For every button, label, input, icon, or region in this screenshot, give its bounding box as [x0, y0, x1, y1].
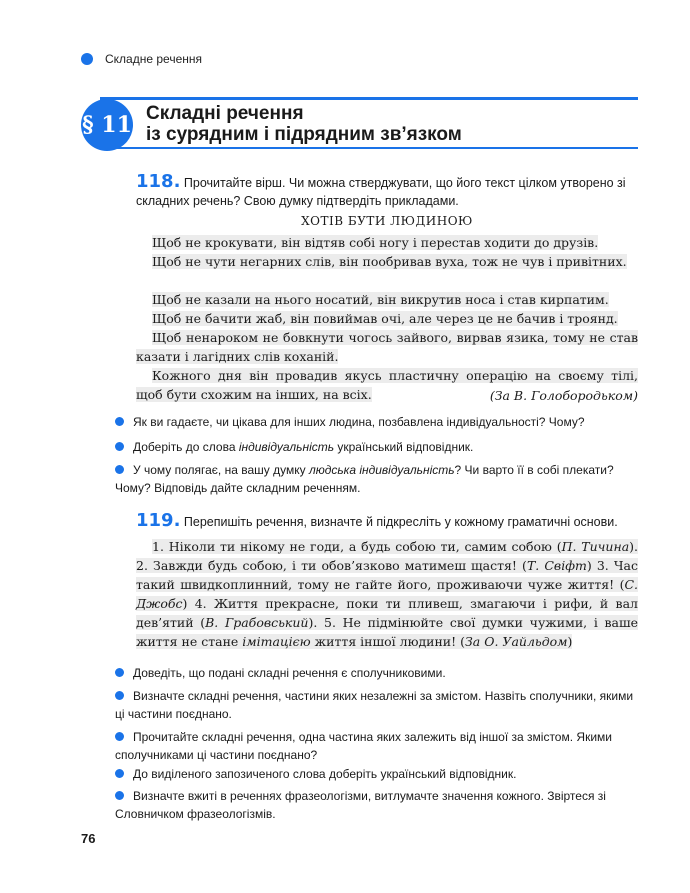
question-text: Як ви гадаєте, чи цікава для інших людина, позбавлена індивідуальності? Чому?	[133, 415, 585, 429]
poem-line-text: Щоб ненароком не бовкнути чогось зайвого, вирвав язика, тому не став казати і лагідних слів коханій.	[136, 330, 638, 364]
question-item	[115, 687, 638, 723]
task-119-instruction	[136, 512, 638, 531]
sentence-author: За О. Уайльдом	[465, 634, 568, 649]
poem-line	[136, 252, 638, 271]
question-text: український відповідник.	[334, 440, 474, 454]
section-rule-bottom	[100, 147, 638, 149]
bullet-dot-icon	[115, 732, 124, 741]
sentence-author: Т. Свіфт	[526, 558, 587, 573]
poem-line	[136, 233, 638, 252]
bullet-dot-icon	[115, 668, 124, 677]
poem-line-text: Кожного дня він провадив якусь пластичну операцію на своєму тілі, щоб бути схожим на інших, на всіх.	[136, 368, 638, 402]
sentences-text	[136, 539, 638, 649]
sentence-part: 1. Ніколи ти нікому не годи, а будь собою ти, самим собою (	[152, 539, 562, 554]
sentence-part: ). 2. Завжди будь собою, і ти обов’язково матимеш щастя! (	[136, 539, 639, 573]
borrowed-word: імітацією	[242, 634, 311, 649]
task-119-text: Перепишіть речення, визначте й підкресліть у кожному граматичні основи.	[183, 515, 618, 529]
question-item	[115, 413, 638, 431]
question-text: Визначте вжиті в реченнях фразеологізми, витлумачте значення кожного. Звіртеся зі Словничком фразеологізмів.	[115, 789, 606, 821]
question-item	[115, 664, 638, 682]
bullet-dot-icon	[115, 465, 124, 474]
sentence-part: )	[567, 634, 573, 649]
question-text: До виділеного запозиченого слова доберіть український відповідник.	[133, 767, 517, 781]
question-text: ? Чи варто її в собі плекати? Чому? Відповідь дайте складним реченням.	[115, 463, 614, 495]
running-header-text: Складне речення	[105, 52, 202, 66]
question-item	[115, 728, 638, 764]
poem-line-text: Щоб не чути негарних слів, він пообривав вуха, тож не чув і привітних.	[152, 254, 627, 269]
question-item	[115, 438, 638, 456]
question-text: У чому полягає, на вашу думку	[133, 463, 309, 477]
bullet-dot-icon	[115, 417, 124, 426]
question-text: Визначте складні речення, частини яких незалежні за змістом. Назвіть сполучники, якими ці частини поєднано.	[115, 689, 634, 721]
question-item	[115, 461, 638, 497]
poem-line-text: Щоб не бачити жаб, він повиймав очі, але через це не бачив і троянд.	[152, 311, 618, 326]
poem-line-text: Щоб не казали на нього носатий, він викрутив носа і став кирпатим.	[152, 292, 609, 307]
page-number: 76	[81, 831, 96, 846]
poem-line	[136, 290, 638, 309]
task-118-instruction	[136, 173, 638, 210]
section-number-badge: § 11	[81, 99, 133, 151]
sentence-part: ) 3. Час такий швидкоплинний, тому не гайте його, проживаючи чуже життя! (	[136, 558, 638, 592]
task-119-number: 119.	[136, 510, 181, 531]
task-119-sentences	[136, 537, 638, 651]
sentence-part: ). 5. Не підмінюйте свої думки чужими, і ваше життя не стане	[136, 615, 639, 649]
poem-author: (За В. Голобородьком)	[489, 388, 638, 403]
question-text: Доведіть, що подані складні речення є сполучниковими.	[133, 666, 446, 680]
bullet-dot-icon	[115, 442, 124, 451]
bullet-dot-icon	[115, 791, 124, 800]
section-title-line1: Складні речення	[146, 103, 304, 124]
poem-line	[136, 309, 638, 328]
bullet-dot-icon	[115, 769, 124, 778]
task-118-text: Прочитайте вірш. Чи можна стверджувати, що його текст цілком утворено зі складних речень? Свою думку підтвердіть прикладами.	[136, 176, 626, 208]
question-emphasis: індивідуальність	[238, 440, 335, 454]
question-emphasis: людська індивідуальність	[308, 463, 455, 477]
sentence-part: ) 4. Життя прекрасне, поки ти пливеш, змагаючи і рифи, й вал дев’ятий (	[136, 596, 638, 630]
sentence-author: В. Грабовський	[205, 615, 309, 630]
section-title-line2: із сурядним і підрядним зв’язком	[146, 124, 462, 145]
task-118-number: 118.	[136, 171, 181, 192]
poem-line	[136, 328, 638, 366]
sentence-author: С. Джобс	[136, 577, 638, 611]
bullet-dot-icon	[115, 691, 124, 700]
bullet-dot-icon	[81, 53, 93, 65]
sentence-part: життя іншої людини! (	[310, 634, 466, 649]
section-rule-top	[100, 97, 638, 100]
sentence-author: П. Тичина	[561, 539, 630, 554]
question-item	[115, 787, 638, 823]
question-text: Прочитайте складні речення, одна частина яких залежить від іншої за змістом. Якими сполучниками ці частини поєднано?	[115, 730, 612, 762]
section-title	[146, 103, 462, 145]
question-text: Доберіть до слова	[133, 440, 239, 454]
poem-line-text: Щоб не крокувати, він відтяв собі ногу і перестав ходити до друзів.	[152, 235, 599, 250]
question-item	[115, 765, 638, 783]
poem-title: ХОТІВ БУТИ ЛЮДИНОЮ	[301, 214, 473, 228]
running-header	[81, 51, 202, 67]
